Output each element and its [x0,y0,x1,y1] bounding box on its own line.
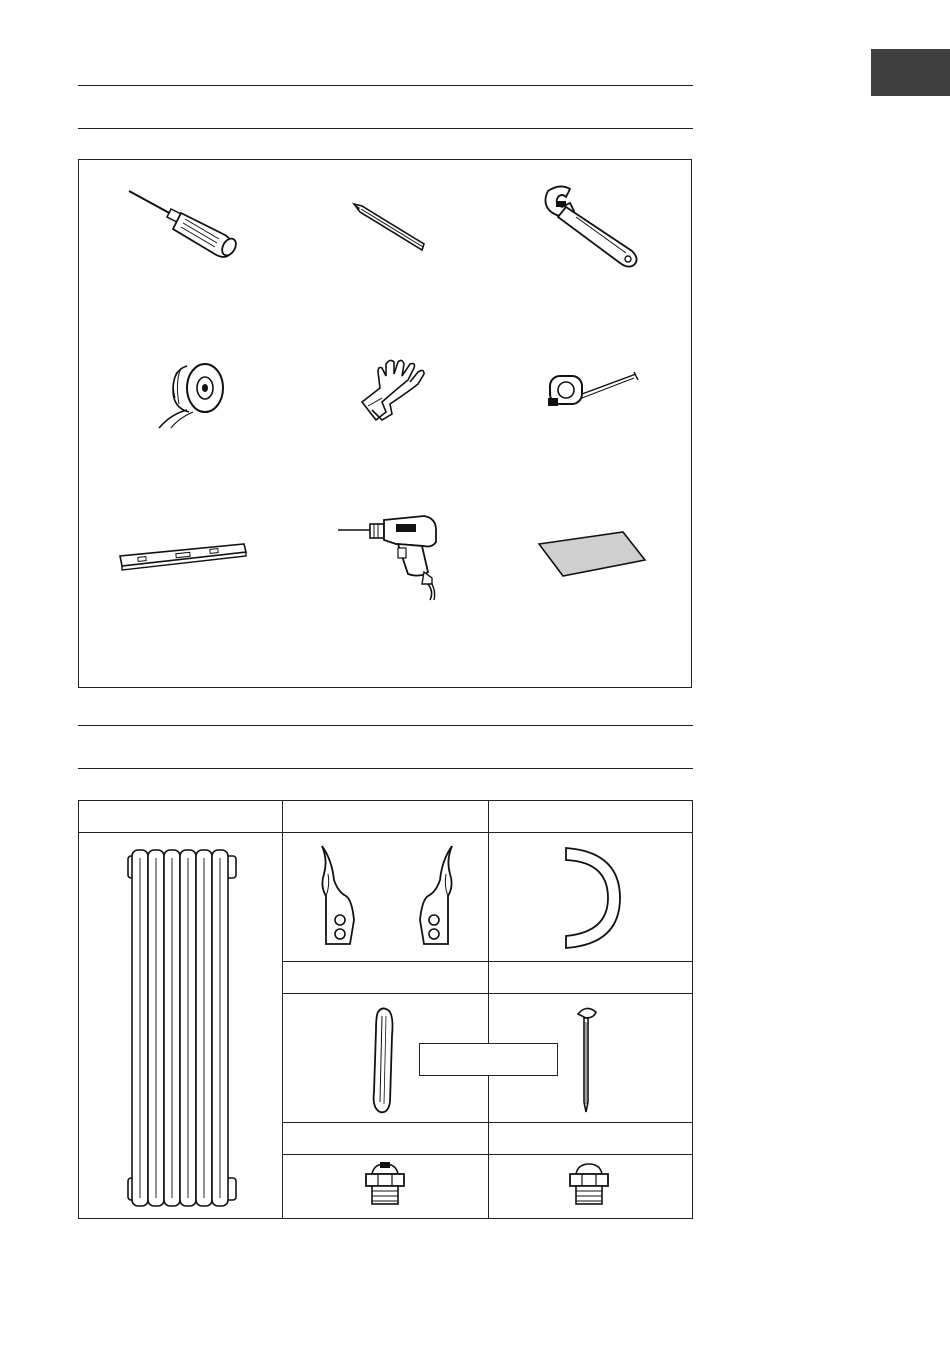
bleed-plug-icon [362,1160,408,1213]
tape-measure-icon [546,368,640,410]
cloth-icon [535,530,649,580]
blind-plug-icon [566,1160,612,1213]
parts-label-box [419,1043,558,1076]
pencil-icon [352,200,432,252]
section-parts-bottom-rule [78,768,693,769]
power-drill-icon [336,512,442,602]
section-tools-top-rule [78,85,693,86]
parts-table [78,800,693,1219]
gloves-icon [358,358,426,424]
bracket-clip-icon [562,844,626,955]
section-tools-bottom-rule [78,128,693,129]
teflon-tape-roll-icon [157,358,231,430]
wall-bracket-icon [314,844,460,955]
screw-icon [572,1004,602,1121]
wall-plug-icon [368,1006,402,1121]
adjustable-wrench-icon [540,183,644,269]
spirit-level-icon [118,540,248,572]
radiator-icon [124,844,240,1217]
screwdriver-icon [125,187,243,261]
chapter-tab [871,49,950,96]
section-parts-top-rule [78,725,693,726]
